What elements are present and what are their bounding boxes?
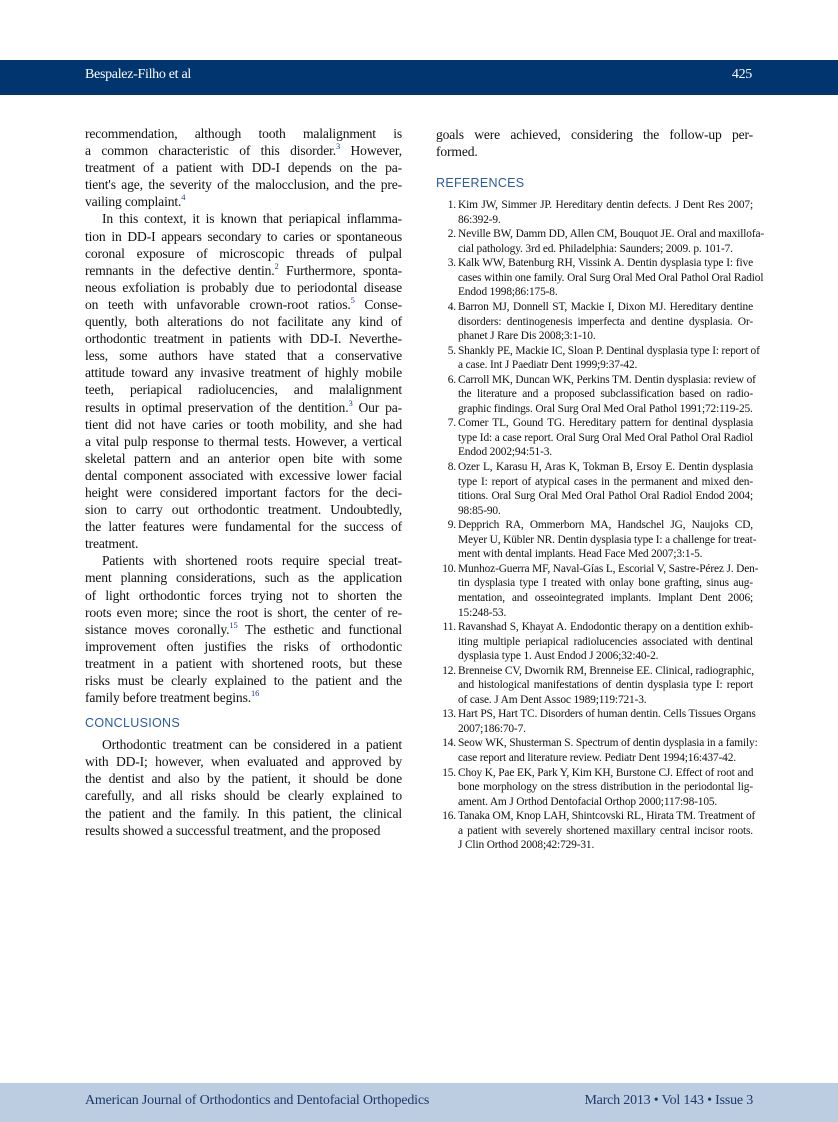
text-line <box>85 364 402 381</box>
text-line <box>85 552 402 569</box>
text-segment: coronal exposure of microscopic threads of pulpal <box>85 245 402 261</box>
text-segment: on teeth with unfavorable crown-root ratios. <box>85 296 351 312</box>
reference-line: 2007;186:70-7. <box>458 722 526 735</box>
text-segment: However, <box>340 143 402 159</box>
reference-line: Endod 1998;86:175-8. <box>458 286 558 299</box>
reference-number: 8. <box>447 461 456 474</box>
reference-item <box>436 664 753 708</box>
text-segment: with DD-I; however, when evaluated and approved by <box>85 754 402 770</box>
reference-text <box>458 736 758 765</box>
text-line <box>85 296 402 313</box>
citation-superscript: 16 <box>250 688 260 699</box>
reference-item <box>436 416 753 460</box>
text-segment: a vital pulp response to thermal tests. However, a vertical <box>85 433 402 449</box>
text-line <box>85 753 402 770</box>
text-segment: less, some authors have stated that a conservative <box>85 348 402 364</box>
running-footer <box>0 1083 838 1122</box>
left-column <box>85 125 402 839</box>
text-line <box>85 689 402 706</box>
text-segment: carefully, and all risks should be clearly explained to <box>85 788 402 804</box>
reference-line: Kalk WW, Batenburg RH, Vissink A. Dentin dysplasia type I: five <box>458 257 753 270</box>
reference-number: 9. <box>447 519 456 532</box>
text-segment: the latter features were fundamental for the success of <box>85 519 402 535</box>
reference-line: 15:248-53. <box>458 606 507 619</box>
reference-line: J Clin Orthod 2008;42:729-31. <box>458 839 595 852</box>
reference-line: and histological manifestations of dentin dysplasia type I: report <box>458 679 753 692</box>
conclusions-text <box>85 736 402 839</box>
text-segment: family before treatment begins. <box>85 690 251 706</box>
text-line <box>85 822 402 839</box>
reference-item <box>436 198 753 227</box>
text-line <box>85 159 402 176</box>
reference-line: a case. Int J Paediatr Dent 1999;9:37-42. <box>458 359 638 372</box>
reference-line: ament. Am J Orthod Dentofacial Orthop 2000;117:98-105. <box>458 795 718 808</box>
reference-line: case report and literature review. Pediatr Dent 1994;16:437-42. <box>458 751 736 764</box>
reference-item <box>436 460 753 518</box>
text-line <box>85 501 402 518</box>
text-segment: vailing complaint. <box>85 194 182 210</box>
text-segment: improvement often justifies the risks of orthodontic <box>85 638 402 654</box>
reference-item <box>436 373 756 417</box>
reference-line: Brenneise CV, Dwornik RM, Brenneise EE. Clinical, radiographic, <box>458 664 754 677</box>
reference-line: bone morphology on the stress distribution in the periodontal lig- <box>458 781 753 794</box>
text-line <box>85 672 402 689</box>
text-segment: results showed a successful treatment, and the proposed <box>85 822 381 838</box>
reference-item <box>436 766 753 810</box>
reference-text <box>458 620 753 664</box>
text-segment: Orthodontic treatment can be considered in a patient <box>102 737 402 753</box>
reference-line: type Id: a case report. Oral Surg Oral Med Oral Pathol Oral Radiol <box>458 431 753 444</box>
reference-line: phanet J Rare Dis 2008;3:1-10. <box>458 330 596 343</box>
reference-number: 4. <box>447 301 456 314</box>
text-segment: height were considered important factors for the deci- <box>85 484 402 500</box>
reference-line: Hart PS, Hart TC. Disorders of human dentin. Cells Tissues Organs <box>458 708 756 721</box>
text-line <box>85 638 402 655</box>
text-segment: Our pa- <box>352 399 402 415</box>
journal-name: American Journal of Orthodontics and Dentofacial Orthopedics <box>85 1093 430 1108</box>
text-segment: treatment of a patient with DD-I depends on the pa- <box>85 160 402 176</box>
references-heading: REFERENCES <box>436 176 525 191</box>
text-segment: orthodontic treatment in patients with DD-I. Neverthe- <box>85 331 402 347</box>
reference-line: Tanaka OM, Knop LAH, Shintcovski RL, Hirata TM. Treatment of <box>458 810 756 823</box>
reference-text <box>458 344 760 373</box>
reference-text <box>458 664 753 708</box>
text-line <box>85 125 402 142</box>
reference-line: titions. Oral Surg Oral Med Oral Pathol Oral Radiol Endod 2004; <box>458 490 753 503</box>
reference-text <box>458 373 756 417</box>
reference-line: Comer TL, Gound TG. Hereditary pattern for dentinal dysplasia <box>458 417 753 430</box>
text-segment: treatment in a patient with shortened roots, but these <box>85 655 402 671</box>
text-segment: the patient and the family. In this patient, the clinical <box>85 805 402 821</box>
reference-text <box>458 766 753 810</box>
text-segment: roots even more; since the root is short, the center of re- <box>85 604 402 620</box>
reference-number: 11. <box>442 621 456 634</box>
text-line <box>85 770 402 787</box>
body-text-continuation <box>436 126 753 160</box>
reference-line: Choy K, Pae EK, Park Y, Kim KH, Burstone CJ. Effect of root and <box>458 766 754 779</box>
reference-line: Endod 2002;94:51-3. <box>458 446 552 459</box>
reference-number: 6. <box>447 373 456 386</box>
reference-item <box>436 562 759 620</box>
paragraph <box>85 552 402 706</box>
reference-line: Neville BW, Damm DD, Allen CM, Bouquot JE. Oral and maxillofa- <box>458 228 765 241</box>
issue-info: March 2013 • Vol 143 • Issue 3 <box>584 1093 753 1108</box>
paragraph <box>85 210 402 552</box>
running-title: Bespalez-Filho et al <box>85 67 191 82</box>
text-segment: the dentist and also by the patient, it should be done <box>85 771 402 787</box>
text-line <box>85 736 402 753</box>
reference-line: the literature and a proposed subclassification based on radio- <box>458 388 753 401</box>
reference-line: Meyer U, Kübler NR. Dentin dysplasia type I: a challenge for treat- <box>458 533 757 546</box>
reference-text <box>458 227 765 256</box>
reference-text <box>458 562 759 620</box>
reference-text <box>458 198 753 227</box>
text-segment: dental component associated with excessive lower facial <box>85 467 402 483</box>
text-line <box>85 399 402 416</box>
text-line <box>436 126 753 143</box>
reference-number: 1. <box>447 199 456 212</box>
text-line <box>85 245 402 262</box>
reference-number: 13. <box>442 708 456 721</box>
right-column <box>436 126 765 853</box>
text-line <box>85 535 402 552</box>
text-segment: Conse- <box>354 296 402 312</box>
reference-item <box>436 809 756 853</box>
reference-item <box>436 707 756 736</box>
reference-line: Depprich RA, Ommerborn MA, Handschel JG, Naujoks CD, <box>458 519 753 532</box>
reference-number: 2. <box>447 228 456 241</box>
text-line <box>85 193 402 210</box>
reference-text <box>458 256 764 300</box>
text-segment: results in optimal preservation of the dentition. <box>85 399 349 415</box>
reference-text <box>458 300 753 344</box>
citation-superscript: 2 <box>274 260 279 271</box>
text-line <box>85 569 402 586</box>
reference-item <box>436 256 764 300</box>
text-segment: tient's age, the severity of the malocclusion, and the pre- <box>85 177 402 193</box>
reference-text <box>458 416 753 460</box>
reference-number: 15. <box>442 766 456 779</box>
text-segment: The esthetic and functional <box>237 621 403 637</box>
citation-superscript: 5 <box>350 294 355 305</box>
reference-text <box>458 809 756 853</box>
reference-item <box>436 736 758 765</box>
body-text <box>85 125 402 706</box>
text-line <box>85 416 402 433</box>
reference-line: tin dysplasia type I treated with onlay bone grafting, sinus aug- <box>458 577 753 590</box>
reference-line: cial pathology. 3rd ed. Philadelphia: Saunders; 2009. p. 101-7. <box>458 242 733 255</box>
reference-line: cases within one family. Oral Surg Oral Med Oral Pathol Oral Radiol <box>458 271 764 284</box>
reference-number: 10. <box>442 562 456 575</box>
text-line <box>85 518 402 535</box>
reference-item <box>436 518 757 562</box>
text-line <box>85 381 402 398</box>
reference-line: Seow WK, Shusterman S. Spectrum of dentin dysplasia in a family: <box>458 737 758 750</box>
reference-item <box>436 620 753 664</box>
reference-line: iting multiple periapical radiolucencies associated with dentinal <box>458 635 753 648</box>
text-segment: remnants in the defective dentin. <box>85 262 275 278</box>
reference-list <box>436 198 765 853</box>
text-segment: treatment. <box>85 536 139 552</box>
citation-superscript: 3 <box>348 397 353 408</box>
running-header <box>0 60 838 95</box>
citation-superscript: 3 <box>335 141 341 152</box>
paragraph <box>85 125 402 210</box>
reference-text <box>458 460 753 518</box>
reference-item <box>436 227 765 256</box>
citation-superscript: 15 <box>229 619 238 630</box>
text-segment: risks must be clearly explained to the patient and the <box>85 673 402 688</box>
text-segment: Patients with shortened roots require special treat- <box>102 553 402 569</box>
reference-item <box>436 344 760 373</box>
reference-item <box>436 300 753 344</box>
reference-line: disorders: dentinogenesis imperfecta and dentine dysplasia. Or- <box>458 315 753 328</box>
text-segment: neous exfoliation is probably due to periodontal disease <box>85 279 402 295</box>
reference-number: 5. <box>447 344 456 357</box>
text-segment: goals were achieved, considering the follow-up per- <box>436 127 753 142</box>
reference-text <box>458 518 757 562</box>
text-line <box>85 484 402 501</box>
text-line <box>85 142 402 159</box>
text-line <box>85 450 402 467</box>
text-line <box>85 655 402 672</box>
text-segment: sion to carry out orthodontic treatment. Undoubtedly, <box>85 502 402 518</box>
reference-number: 16. <box>442 810 456 823</box>
text-segment: skeletal pattern and an anterior open bite with some <box>85 450 402 466</box>
reference-line: Barron MJ, Donnell ST, Mackie I, Dixon MJ. Hereditary dentine <box>458 301 753 314</box>
text-line <box>85 433 402 450</box>
text-line <box>85 347 402 364</box>
reference-line: 86:392-9. <box>458 213 501 226</box>
text-line <box>85 587 402 604</box>
text-line <box>436 143 753 160</box>
text-line <box>85 313 402 330</box>
text-segment: ment planning considerations, such as the application <box>85 570 402 586</box>
reference-line: Kim JW, Simmer JP. Hereditary dentin defects. J Dent Res 2007; <box>458 199 753 212</box>
text-segment: sistance moves coronally. <box>85 621 230 637</box>
reference-line: Ozer L, Karasu H, Aras K, Tokman B, Ersoy E. Dentin dysplasia <box>458 461 753 474</box>
reference-number: 7. <box>447 417 456 430</box>
conclusions-heading: CONCLUSIONS <box>85 716 180 731</box>
text-segment: teeth, periapical radiolucencies, and malalignment <box>85 382 402 398</box>
text-segment: tient did not have caries or tooth mobility, and she had <box>85 416 402 432</box>
text-segment: In this context, it is known that periapical inflamma- <box>102 211 402 227</box>
text-line <box>85 467 402 484</box>
reference-line: Ravanshad S, Khayat A. Endodontic therapy on a dentition exhib- <box>458 621 753 634</box>
text-line <box>85 330 402 347</box>
reference-line: Shankly PE, Mackie IC, Sloan P. Dentinal dysplasia type I: report of <box>458 344 760 357</box>
text-segment: recommendation, although tooth malalignment is <box>85 126 402 141</box>
reference-line: 98:85-90. <box>458 504 501 517</box>
reference-text <box>458 707 756 736</box>
reference-number: 12. <box>442 664 456 677</box>
text-segment: formed. <box>436 144 478 160</box>
text-line <box>85 279 402 296</box>
text-line <box>85 787 402 804</box>
reference-number: 14. <box>442 737 456 750</box>
text-line <box>85 176 402 193</box>
reference-line: of case. J Am Dent Assoc 1989;119:721-3. <box>458 693 647 706</box>
text-segment: a common characteristic of this disorder. <box>85 143 336 159</box>
text-segment: quently, both alterations do not facilitate any kind of <box>85 314 402 330</box>
reference-line: type I: report of atypical cases in the permanent and mixed den- <box>458 475 753 488</box>
text-line <box>85 805 402 822</box>
reference-line: Munhoz-Guerra MF, Naval-Gías L, Escorial V, Sastre-Pérez J. Den- <box>458 562 759 575</box>
reference-line: graphic findings. Oral Surg Oral Med Oral Pathol 1991;72:119-25. <box>458 402 753 415</box>
text-segment: of light orthodontic forces trying not to shorten the <box>85 587 402 603</box>
text-line <box>85 228 402 245</box>
text-segment: Furthermore, sponta- <box>278 262 402 278</box>
text-line <box>85 621 402 638</box>
text-segment: attitude toward any invasive treatment of highly mobile <box>85 365 402 381</box>
text-line <box>85 210 402 227</box>
text-segment: tion in DD-I appears secondary to caries or spontaneous <box>85 228 402 244</box>
page-number: 425 <box>731 67 752 82</box>
reference-line: dysplasia type 1. Aust Endod J 2006;32:40-2. <box>458 650 659 663</box>
reference-line: ment with dental implants. Head Face Med 2007;3:1-5. <box>458 548 703 561</box>
text-line <box>85 262 402 279</box>
citation-superscript: 4 <box>181 192 186 203</box>
text-line <box>85 604 402 621</box>
reference-line: Carroll MK, Duncan WK, Perkins TM. Dentin dysplasia: review of <box>458 373 756 386</box>
reference-line: a patient with severely shortened maxillary central incisor roots. <box>458 824 753 837</box>
reference-number: 3. <box>447 257 456 270</box>
reference-line: mentation, and osseointegrated implants. Implant Dent 2006; <box>458 591 753 604</box>
